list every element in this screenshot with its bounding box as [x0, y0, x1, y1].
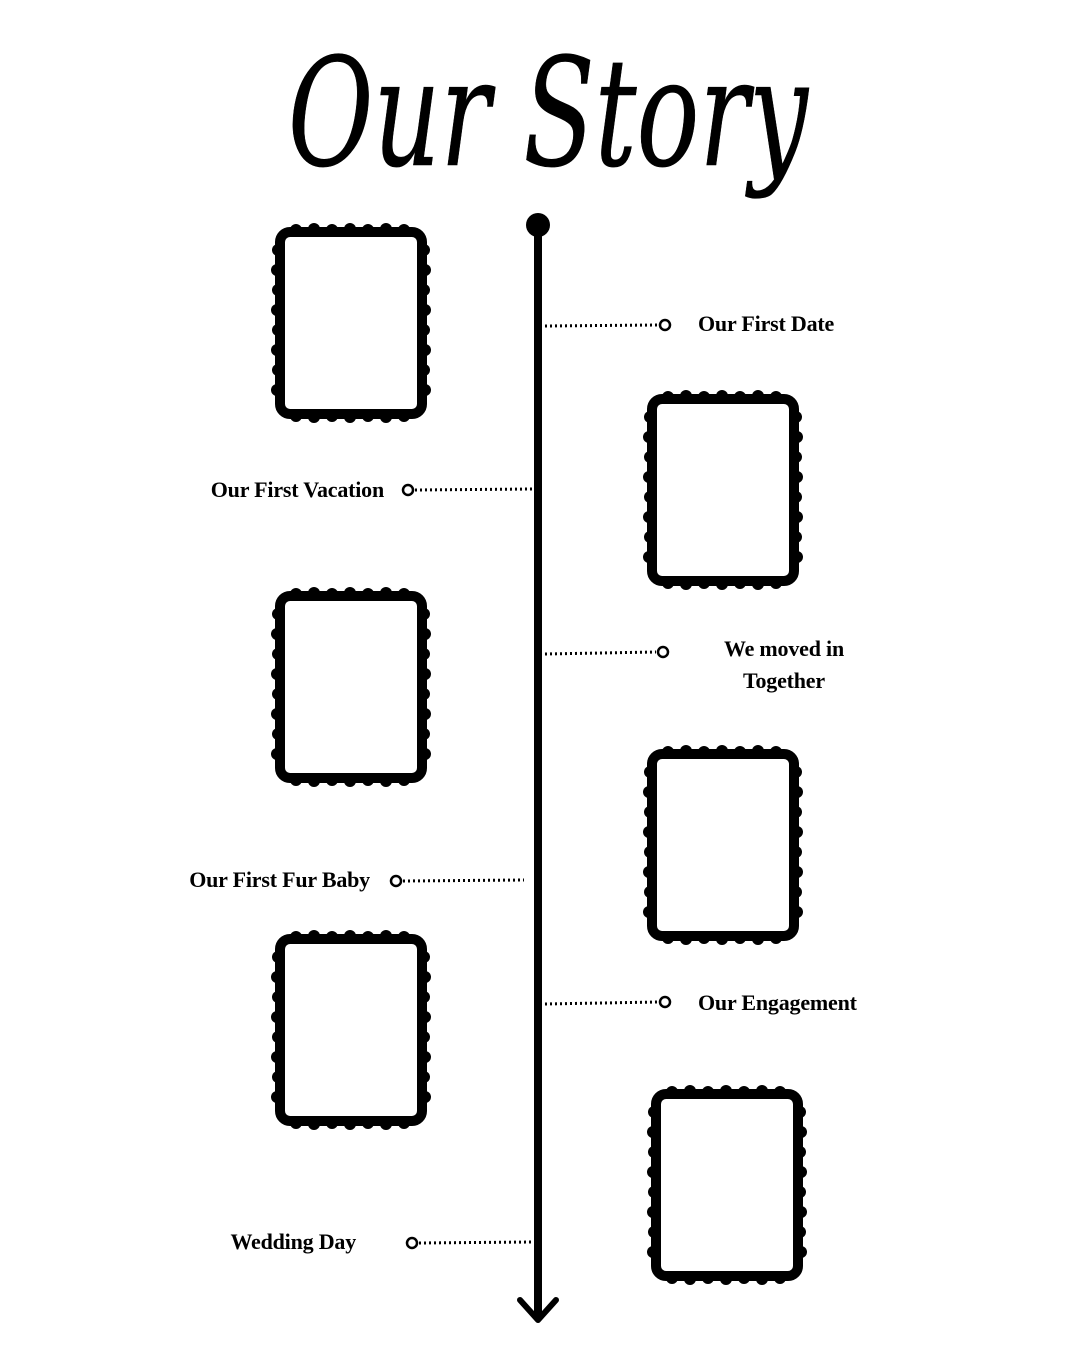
connector-3	[545, 647, 668, 657]
photo-frame-3[interactable]	[271, 587, 431, 787]
photo-frame-4[interactable]	[643, 745, 803, 945]
connector-4	[391, 876, 524, 886]
milestone-label: Wedding Day	[230, 1229, 356, 1254]
connector-5	[545, 997, 670, 1007]
milestone-label: Our First Date	[698, 311, 835, 336]
connector-2	[403, 485, 532, 495]
timeline-spine	[520, 213, 556, 1320]
connector-6	[407, 1238, 532, 1248]
photo-frame-1[interactable]	[271, 223, 431, 423]
milestone-label: Our First Vacation	[210, 477, 384, 502]
page-title-text: Our Story	[288, 27, 810, 201]
milestone-label: Our Engagement	[698, 990, 857, 1015]
photo-frame-6[interactable]	[647, 1085, 807, 1285]
photo-frame-5[interactable]	[271, 930, 431, 1130]
milestone-label: We moved in Together	[723, 636, 845, 693]
connector-1	[545, 320, 670, 330]
milestone-label: Our First Fur Baby	[189, 867, 370, 892]
photo-frame-2[interactable]	[643, 390, 803, 590]
